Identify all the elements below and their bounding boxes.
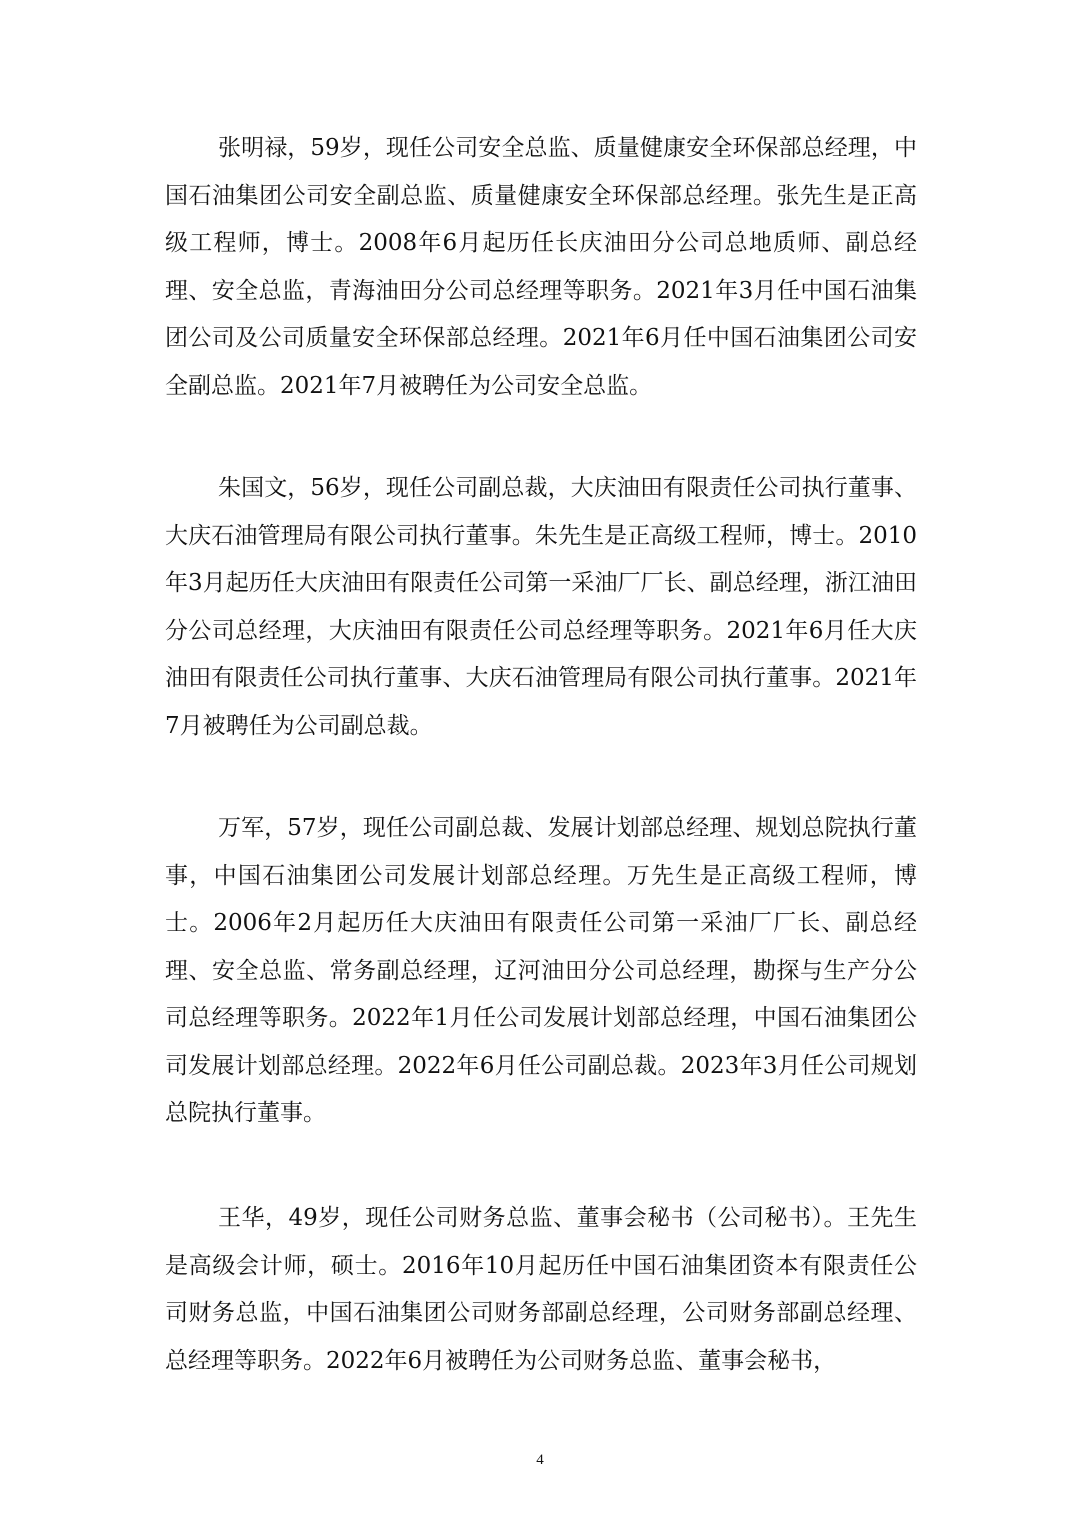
bio-paragraph-wan-jun: 万军，57岁，现任公司副总裁、发展计划部总经理、规划总院执行董事，中国石油集团公司发展计划部总经理。万先生是正高级工程师，博士。2006年2月起历任大庆油田有限责任公司第一采油厂厂长、副总经理、安全总监、常务副总经理，辽河油田分公司总经理，勘探与生产分公司总经理等职务。2022年1月任公司发展计划部总经理，中国石油集团公司发展计划部总经理。2022年6月任公司副总裁。2023年3月任公司规划总院执行董事。 — [165, 815, 917, 1126]
bio-paragraph-wang-hua: 王华，49岁，现任公司财务总监、董事会秘书（公司秘书）。王先生是高级会计师，硕士。2016年10月起历任中国石油集团资本有限责任公司财务总监，中国石油集团公司财务部副总经理，公司财务部副总经理、总经理等职务。2022年6月被聘任为公司财务总监、董事会秘书， — [165, 1205, 917, 1374]
bio-paragraph-zhang-minglu: 张明禄，59岁，现任公司安全总监、质量健康安全环保部总经理，中国石油集团公司安全副总监、质量健康安全环保部总经理。张先生是正高级工程师，博士。2008年6月起历任长庆油田分公司总地质师、副总经理、安全总监，青海油田分公司总经理等职务。2021年3月任中国石油集团公司及公司质量安全环保部总经理。2021年6月任中国石油集团公司安全副总监。2021年7月被聘任为公司安全总监。 — [165, 135, 917, 399]
page-number: 4 — [536, 1452, 544, 1468]
bio-paragraph-zhu-guowen: 朱国文，56岁，现任公司副总裁，大庆油田有限责任公司执行董事、大庆石油管理局有限公司执行董事。朱先生是正高级工程师，博士。2010年3月起历任大庆油田有限责任公司第一采油厂厂长、副总经理，浙江油田分公司总经理，大庆油田有限责任公司总经理等职务。2021年6月任大庆油田有限责任公司执行董事、大庆石油管理局有限公司执行董事。2021年7月被聘任为公司副总裁。 — [165, 475, 917, 739]
